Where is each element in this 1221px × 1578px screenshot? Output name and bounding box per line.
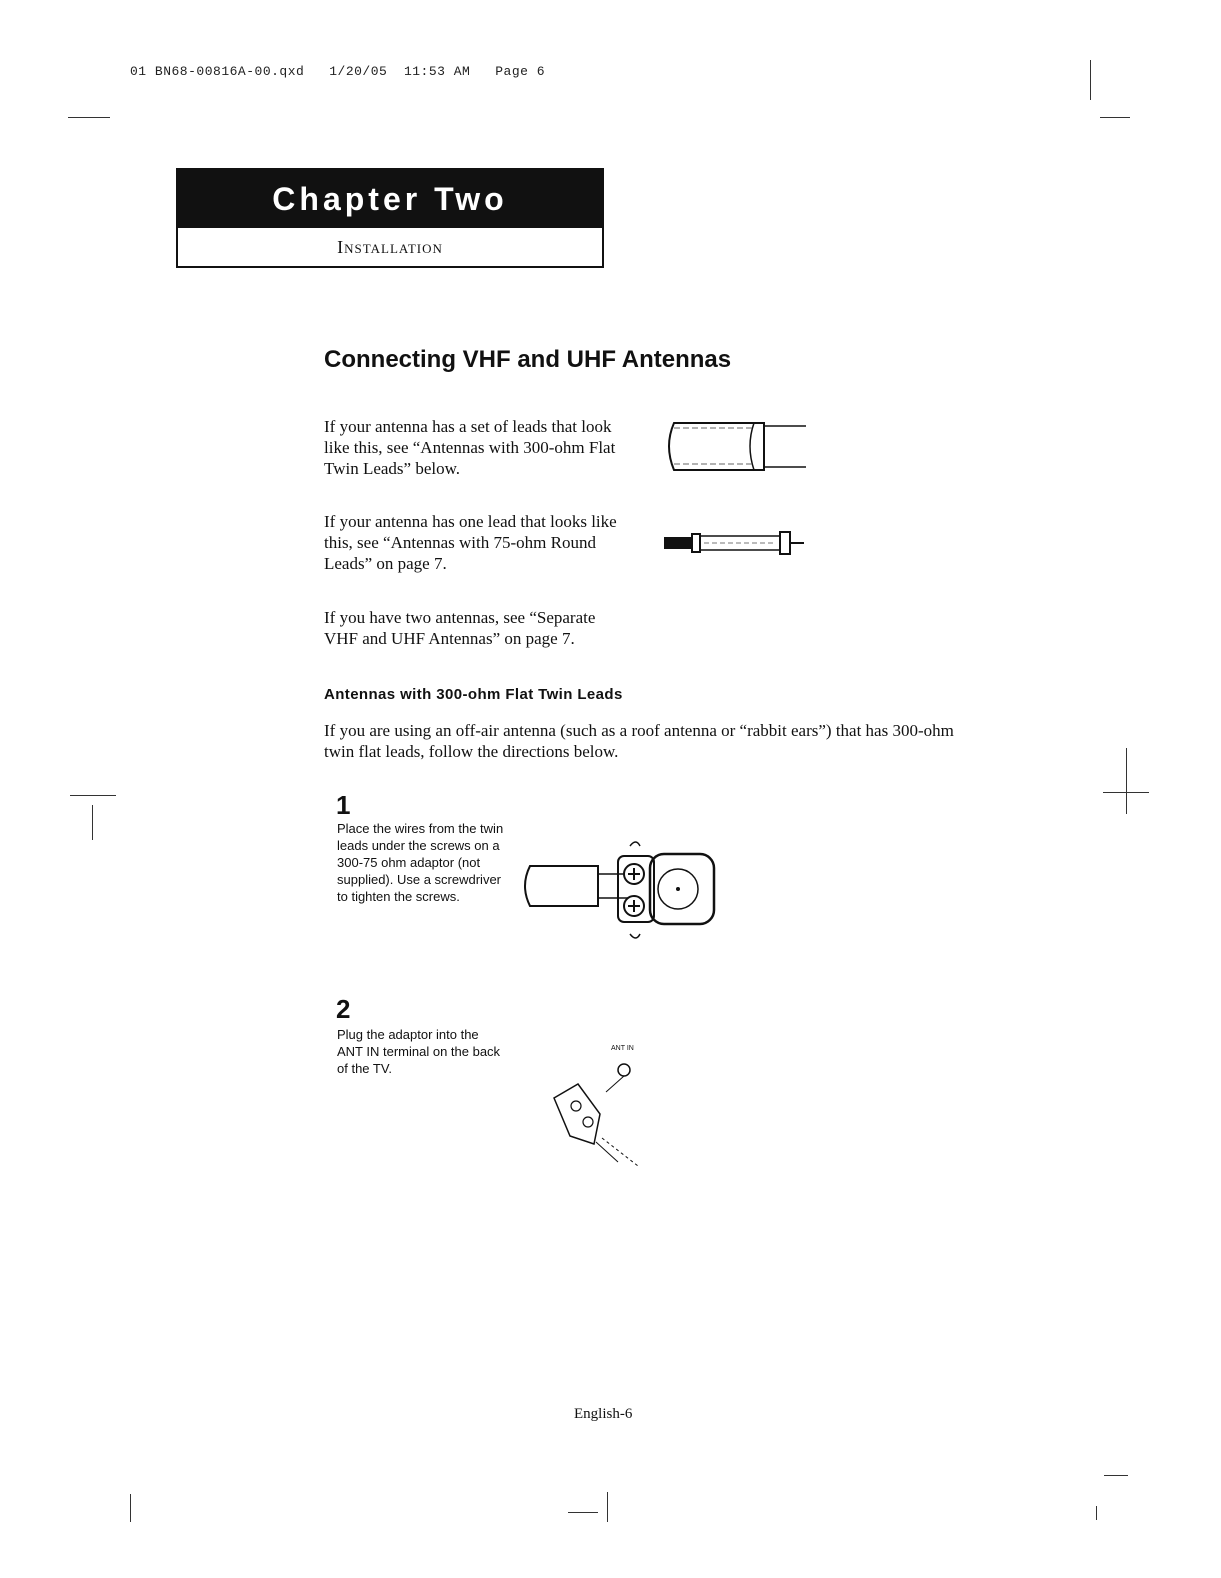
adaptor-plug-illustration <box>548 1058 648 1168</box>
chapter-header <box>176 168 604 268</box>
adaptor-wiring-illustration <box>518 836 718 944</box>
crop-mark-top-right-v <box>1090 60 1091 100</box>
chapter-title: Chapter Two <box>178 170 602 228</box>
subsection-intro: If you are using an off-air antenna (such as a roof antenna or “rabbit ears”) that has 300-ohm twin flat leads, follow the directions below. <box>324 721 954 761</box>
registration-mark-bottom-v <box>607 1492 608 1522</box>
section-heading: Connecting VHF and UHF Antennas <box>324 346 732 373</box>
step-2-number: 2 <box>336 994 351 1024</box>
chapter-subtitle: Installation <box>337 236 443 257</box>
print-slug: 01 BN68-00816A-00.qxd 1/20/05 11:53 AM Page 6 <box>130 64 546 79</box>
ant-in-label: ANT IN <box>611 1045 634 1052</box>
paragraph-twin-leads: If your antenna has a set of leads that look like this, see “Antennas with 300-ohm Flat Twin Leads” below. <box>324 417 616 478</box>
crop-mark-top-right-h <box>1100 117 1130 118</box>
registration-mark-right-v <box>1126 748 1127 814</box>
registration-mark-left-h <box>70 795 116 796</box>
crop-mark-top-left <box>68 117 110 118</box>
step-2-text: Plug the adaptor into the ANT IN terminal on the back of the TV. <box>337 1027 501 1076</box>
registration-mark-bottom-h <box>568 1512 598 1513</box>
page-footer: English-6 <box>574 1406 633 1422</box>
step-1-number: 1 <box>336 790 351 820</box>
paragraph-round-lead: If your antenna has one lead that looks like this, see “Antennas with 75-ohm Round Leads” on page 7. <box>324 512 617 573</box>
crop-mark-bottom-left <box>130 1494 131 1522</box>
crop-mark-bottom-right-h <box>1104 1475 1128 1476</box>
step-1-text: Place the wires from the twin leads under the screws on a 300-75 ohm adaptor (not supplied). Use a screwdriver to tighten the screws. <box>337 821 504 904</box>
paragraph-two-antennas: If you have two antennas, see “Separate VHF and UHF Antennas” on page 7. <box>324 608 596 648</box>
subsection-heading: Antennas with 300-ohm Flat Twin Leads <box>324 686 623 703</box>
crop-mark-bottom-right-v <box>1096 1506 1097 1520</box>
round-coax-lead-illustration <box>664 528 814 560</box>
registration-mark-left-v <box>92 805 93 840</box>
flat-twin-lead-illustration <box>664 418 814 478</box>
